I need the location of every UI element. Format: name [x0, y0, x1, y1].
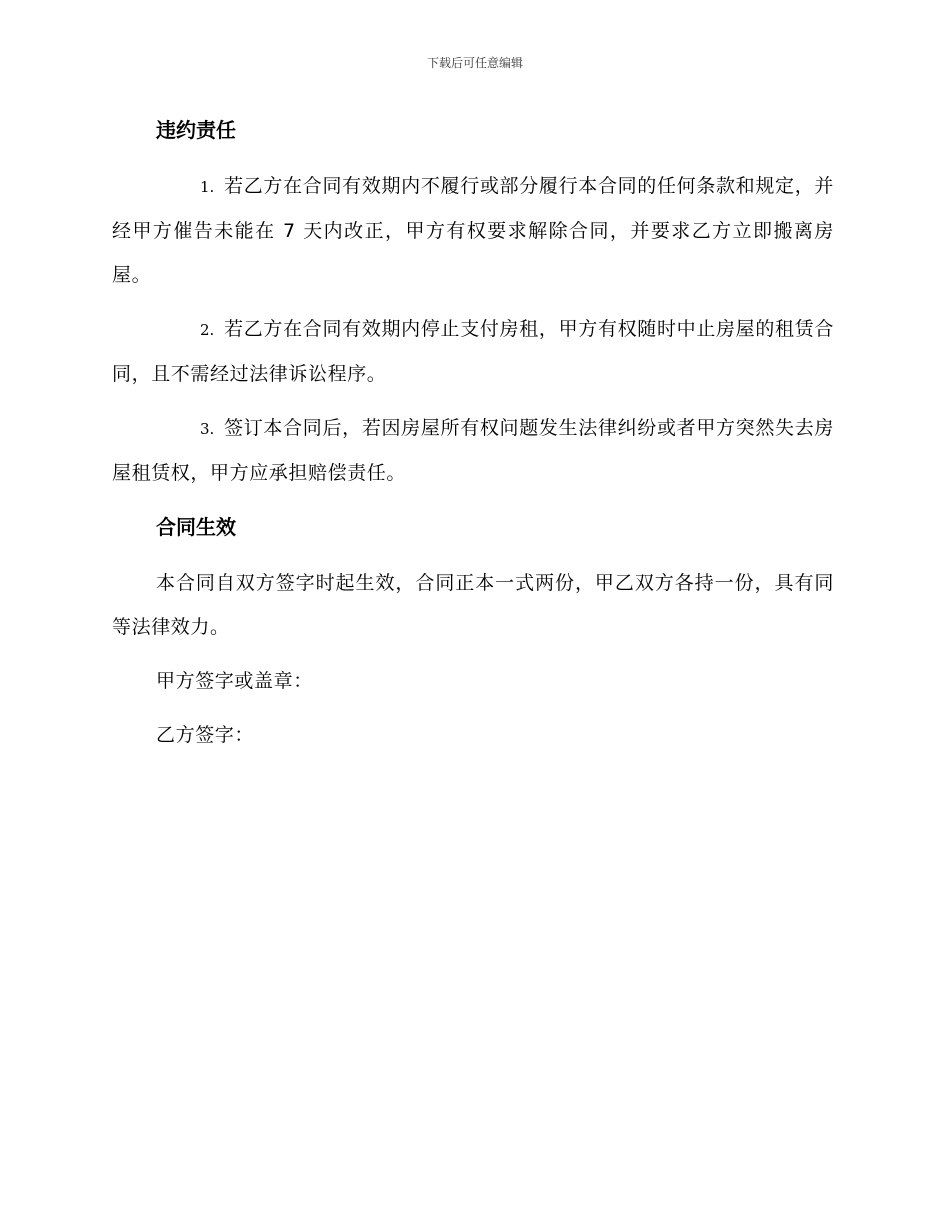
spacer: [112, 703, 834, 713]
spacer: [112, 649, 834, 659]
section-title-breach: 违约责任: [156, 118, 236, 142]
spacer: [112, 152, 834, 164]
clause-text: 若乙方在合同有效期内停止支付房租，甲方有权随时中止房屋的租赁合同，且不需经过法律诉讼程序。: [112, 318, 834, 385]
spacer: [112, 495, 834, 505]
spacer: [112, 549, 834, 561]
breach-clause-1: [112, 164, 834, 297]
signature-party-b: 乙方签字：: [156, 724, 255, 746]
clause-number: 1.: [200, 178, 215, 196]
breach-clause-3: [112, 406, 834, 495]
section-title-effect: 合同生效: [156, 515, 236, 539]
spacer: [112, 396, 834, 406]
clause-number: 2.: [200, 321, 215, 339]
page-header: 下载后可任意编辑: [426, 56, 523, 70]
spacer: [112, 297, 834, 307]
clause-text: 若乙方在合同有效期内不履行或部分履行本合同的任何条款和规定，并经甲方催告未能在 7 天内改正，甲方有权要求解除合同，并要求乙方立即搬离房屋。: [112, 175, 834, 286]
signature-party-a: 甲方签字或盖章：: [156, 670, 313, 692]
effect-clause: 本合同自双方签字时起生效，合同正本一式两份，甲乙双方各持一份，具有同等法律效力。: [112, 572, 834, 638]
clause-number: 3.: [200, 420, 215, 438]
document-body: [112, 108, 834, 757]
breach-clause-2: [112, 307, 834, 396]
clause-text: 签订本合同后，若因房屋所有权问题发生法律纠纷或者甲方突然失去房屋租赁权，甲方应承担赔偿责任。: [112, 417, 834, 484]
